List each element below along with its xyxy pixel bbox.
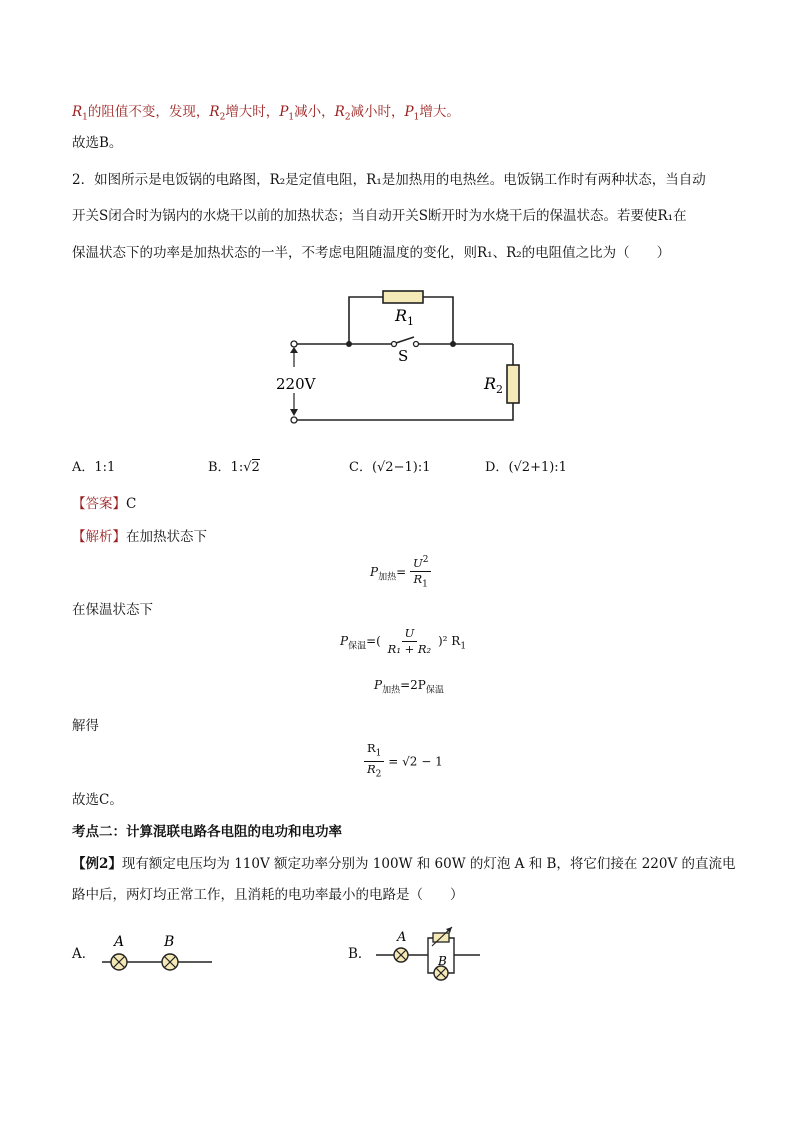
equation-keeping-power: $P_{保温}=$( $\frac{U}{\text{R₁ + R₂}}$ )² $R_1$ — [340, 626, 467, 656]
resistor-r1 — [383, 291, 423, 303]
example-circuit-a — [96, 930, 236, 980]
option-c: C．(√2−1):1 — [349, 460, 431, 475]
question2-line1: 2．如图所示是电饭锅的电路图，R₂是定值电阻，R₁是加热用的电热丝。电饭锅工作时有两种状态，当自动 — [72, 172, 706, 188]
answer-line: 【答案】C — [72, 496, 137, 512]
junction-right — [450, 341, 456, 347]
example2-line1: 【例2】现有额定电压均为 110V 额定功率分别为 100W 和 60W 的灯泡 A 和 B，将它们接在 220V 的直流电 — [72, 856, 736, 872]
option-d: D．(√2+1):1 — [485, 460, 567, 475]
question2-line3: 保温状态下的功率是加热状态的一半，不考虑电阻随温度的变化，则R₁、R₂的电阻值之比为（ ） — [72, 245, 671, 261]
option-b: B．1:√2 — [208, 460, 260, 475]
question2-line2: 开关S闭合时为锅内的水烧干以前的加热状态；当自动开关S断开时为水烧干后的保温状态。若要使R₁在 — [72, 208, 687, 224]
conclusion-text: 故选C。 — [72, 792, 123, 808]
terminal-top — [291, 341, 297, 347]
top-branch-wire-right — [423, 297, 453, 344]
solve-text: 解得 — [72, 718, 99, 734]
keeping-warm-text: 在保温状态下 — [72, 602, 153, 618]
lamp-b-label: B — [438, 954, 447, 968]
equation-power-relation: $P_{加热}=2P_{保温}$ — [374, 678, 444, 696]
r2-label: $R_2$ — [484, 374, 504, 396]
switch-label: S — [398, 347, 409, 365]
option-a: A．1:1 — [72, 460, 116, 475]
voltage-arrowhead-down — [290, 409, 298, 416]
lamp-a-label: A — [114, 934, 125, 950]
switch-contact-right — [414, 342, 419, 347]
rice-cooker-circuit-diagram — [0, 285, 794, 425]
analysis-line: 【解析】在加热状态下 — [72, 529, 207, 545]
bottom-wire — [296, 403, 513, 420]
lamp-a-icon — [111, 954, 127, 970]
top-branch-wire — [349, 297, 383, 344]
equation-ratio: $\frac{R_1}{R_2}$ = √2 − 1 — [364, 741, 443, 783]
switch-blade — [396, 337, 414, 343]
lamp-b-label: B — [164, 934, 175, 950]
resistor-r2 — [507, 365, 519, 403]
example-circuit-b — [372, 918, 492, 988]
r1-label: $R_1$ — [395, 306, 415, 328]
lamp-b-icon — [162, 954, 178, 970]
example-option-b-label: B． — [348, 946, 372, 962]
prev-answer-select: 故选B。 — [72, 135, 123, 151]
voltage-arrowhead-up — [290, 347, 298, 353]
lamp-b-icon — [434, 966, 448, 980]
example-option-a-label: A． — [72, 946, 96, 962]
lamp-a-label: A — [397, 930, 407, 945]
prev-solution-line: $R_1$的阻值不变，发现，$R_2$增大时，$P_1$减小，$R_2$减小时，$P_1$增大。 — [72, 104, 460, 123]
junction-left — [346, 341, 352, 347]
terminal-bottom — [291, 417, 297, 423]
equation-heating-power: $P_{加热}=$ $\frac{U^2}{R_1}$ — [370, 553, 431, 592]
lamp-a-icon — [394, 948, 408, 962]
section2-title: 考点二：计算混联电路各电阻的电功和电功率 — [72, 824, 342, 840]
example2-line2: 路中后，两灯均正常工作，且消耗的电功率最小的电路是（ ） — [72, 887, 464, 903]
voltage-label: 220V — [276, 375, 316, 393]
